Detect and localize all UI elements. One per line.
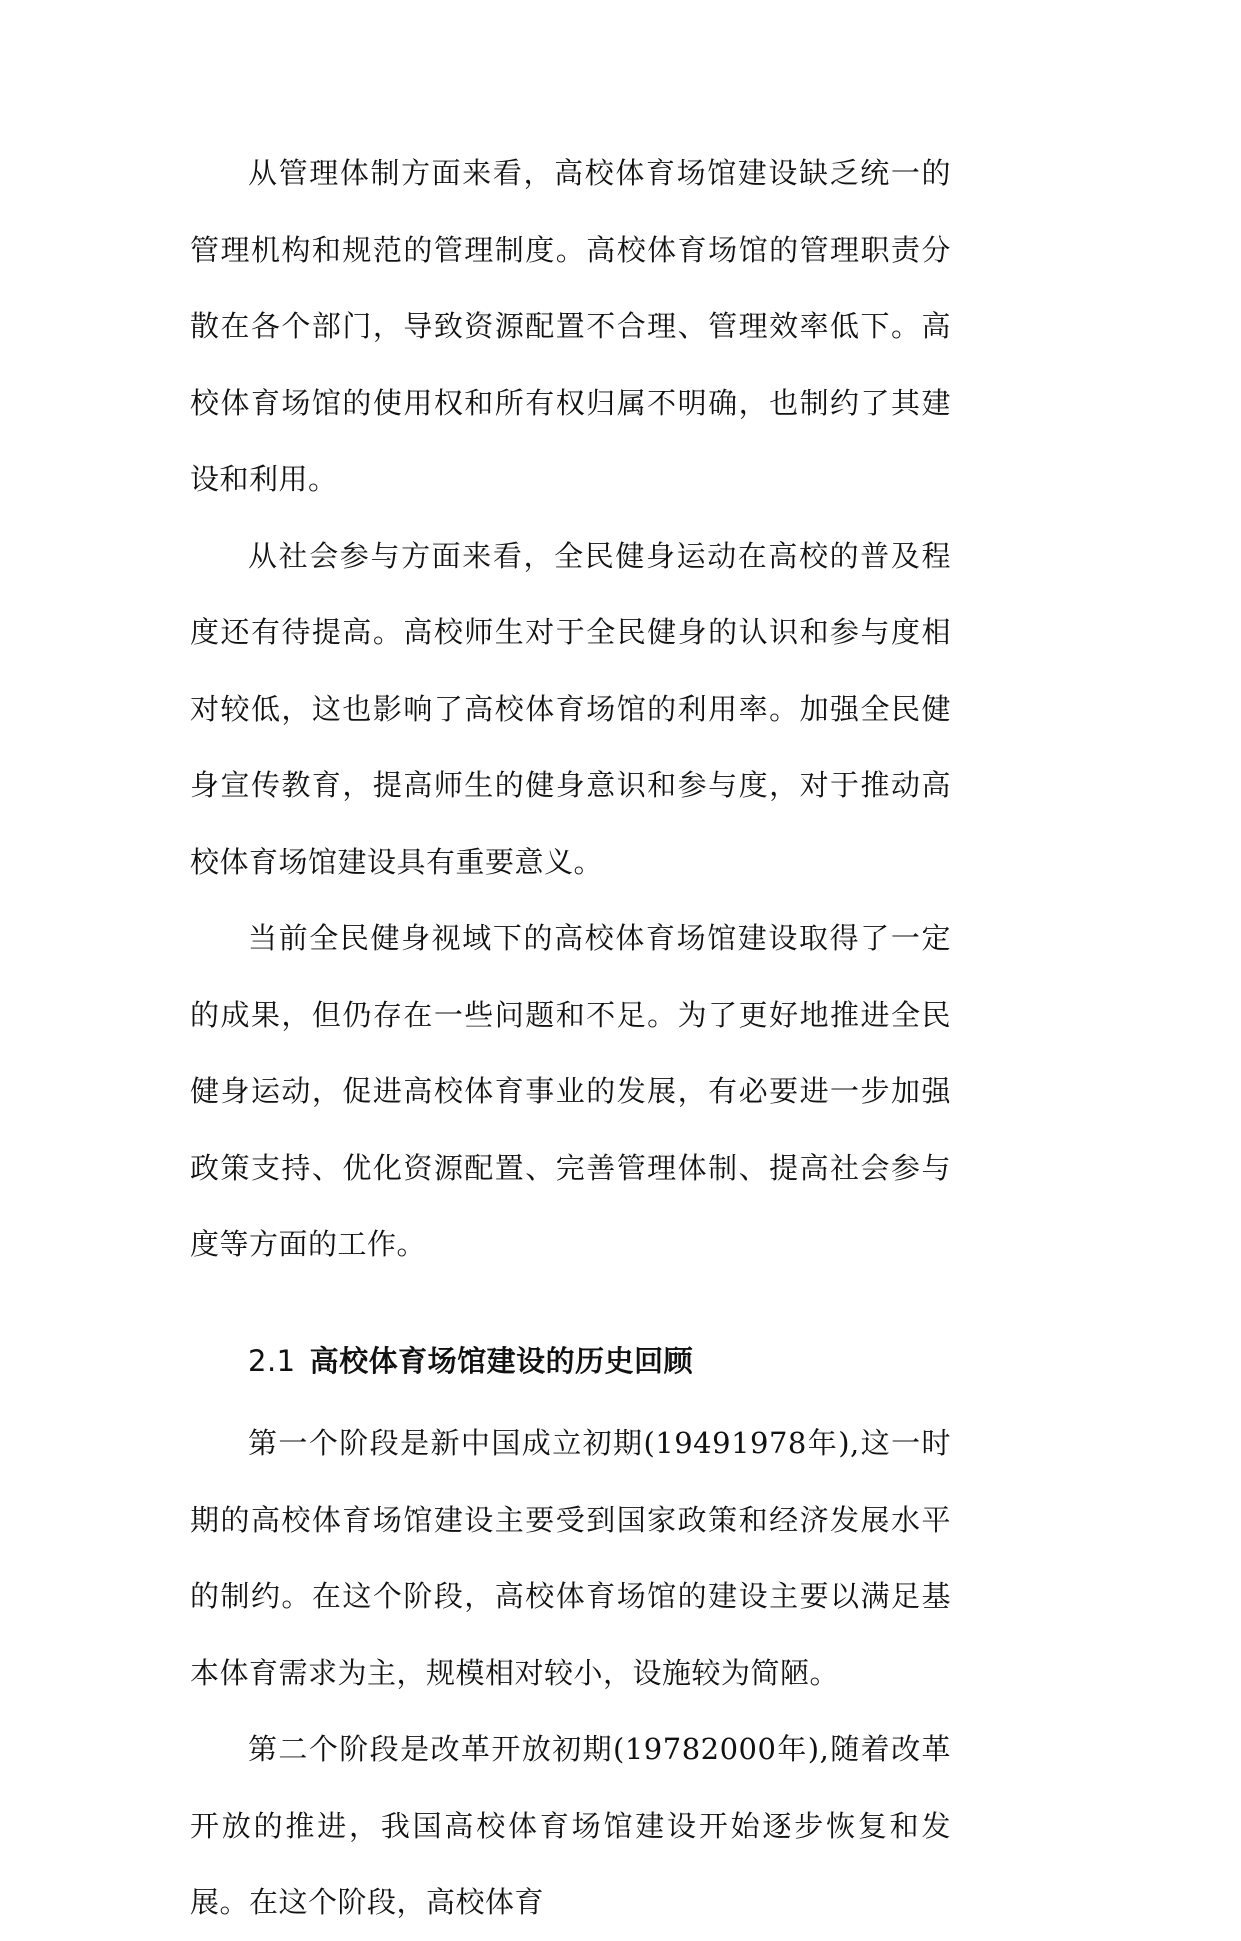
section-heading (190, 1283, 951, 1406)
paragraph-social-participation: 从社会参与方面来看，全民健身运动在高校的普及程度还有待提高。高校师生对于全民健身的认识和参与度相对较低，这也影响了高校体育场馆的利用率。加强全民健身宣传教育，提高师生的健身意识和参与度，对于推动高校体育场馆建设具有重要意义。 (190, 538, 951, 879)
paragraph-current-status: 当前全民健身视域下的高校体育场馆建设取得了一定的成果，但仍存在一些问题和不足。为了更好地推进全民健身运动，促进高校体育事业的发展，有必要进一步加强政策支持、优化资源配置、完善管理体制、提高社会参与度等方面的工作。 (190, 921, 951, 1261)
section-title: 高校体育场馆建设的历史回顾 (309, 1343, 694, 1378)
paragraph-stage-one: 第一个阶段是新中国成立初期(19491978年),这一时期的高校体育场馆建设主要受到国家政策和经济发展水平的制约。在这个阶段，高校体育场馆的建设主要以满足基本体育需求为主，规模相对较小，设施较为简陋。 (190, 1426, 951, 1690)
section-number: 2.1 (248, 1343, 296, 1378)
paragraph-stage-two: 第二个阶段是改革开放初期(19782000年),随着改革开放的推进，我国高校体育场馆建设开始逐步恢复和发展。在这个阶段，高校体育 (190, 1732, 951, 1919)
paragraph-management-system: 从管理体制方面来看，高校体育场馆建设缺乏统一的管理机构和规范的管理制度。高校体育场馆的管理职责分散在各个部门，导致资源配置不合理、管理效率低下。高校体育场馆的使用权和所有权归属不明确，也制约了其建设和利用。 (190, 156, 951, 496)
